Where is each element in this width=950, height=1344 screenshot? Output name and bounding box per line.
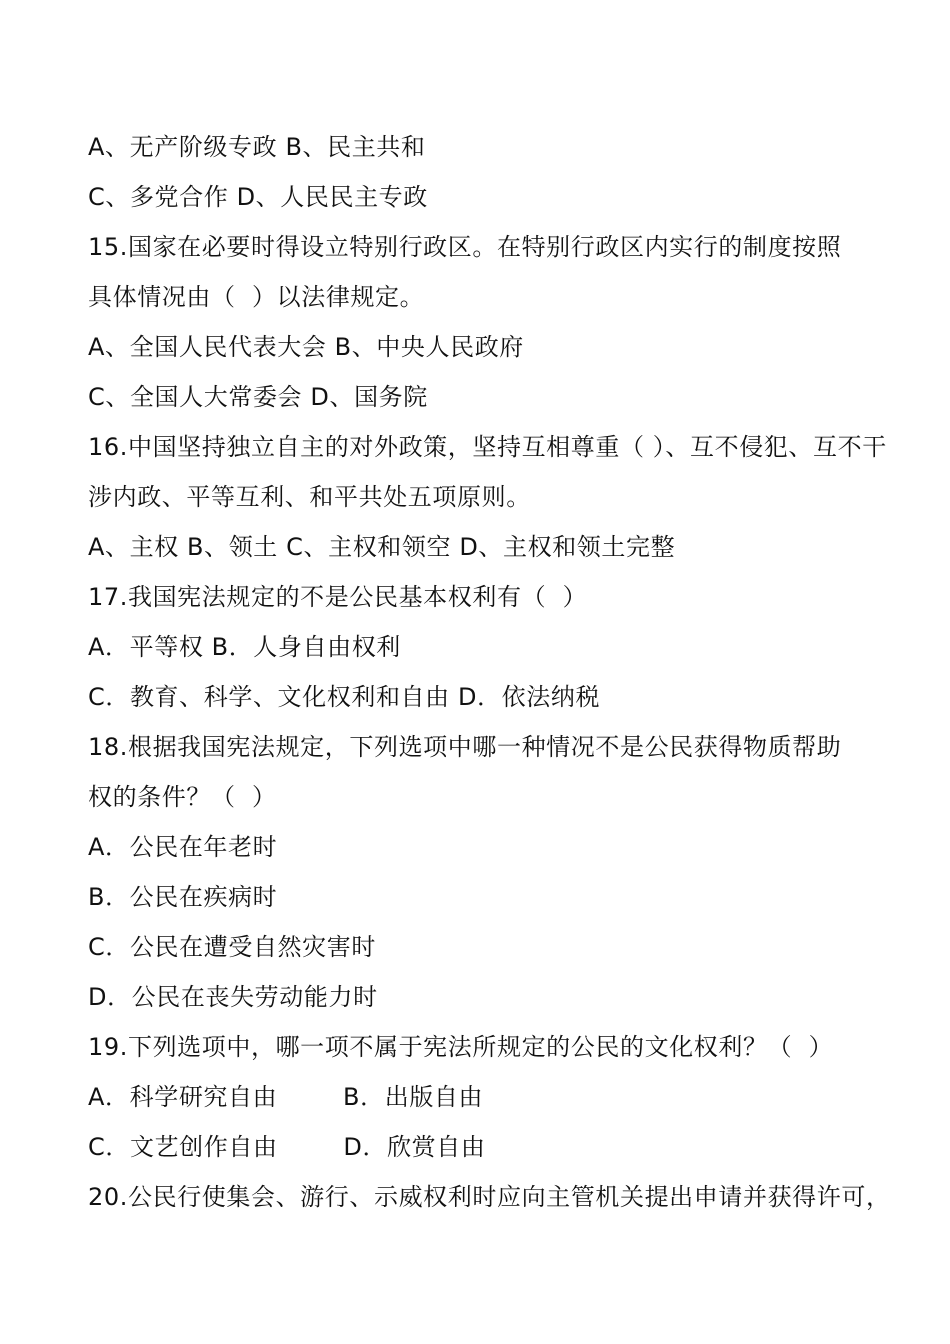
question-16-line-2: 涉内政、平等互利、和平共处五项原则。 — [88, 483, 531, 511]
option-18-d: D．公民在丧失劳动能力时 — [88, 983, 378, 1011]
question-18-line-1: 18.根据我国宪法规定，下列选项中哪一种情况不是公民获得物质帮助 — [88, 733, 842, 761]
option-18-a: A．公民在年老时 — [88, 833, 278, 861]
question-17: 17.我国宪法规定的不是公民基本权利有（ ） — [88, 583, 588, 611]
option-line-15-ab: A、全国人民代表大会 B、中央人民政府 — [88, 333, 524, 361]
option-line-16: A、主权 B、领土 C、主权和领空 D、主权和领土完整 — [88, 533, 676, 561]
option-18-c: C．公民在遭受自然灾害时 — [88, 933, 376, 961]
option-line-14-cd: C、多党合作 D、人民民主专政 — [88, 183, 428, 211]
question-20-line-1: 20.公民行使集会、游行、示威权利时应向主管机关提出申请并获得许可， — [88, 1183, 891, 1211]
option-line-17-ab: A．平等权 B．人身自由权利 — [88, 633, 401, 661]
question-16-line-1: 16.中国坚持独立自主的对外政策，坚持互相尊重（ ）、互不侵犯、互不干 — [88, 433, 887, 461]
option-18-b: B．公民在疾病时 — [88, 883, 278, 911]
option-line-19-ab: A．科学研究自由 B．出版自由 — [88, 1083, 484, 1111]
question-15-line-1: 15.国家在必要时得设立特别行政区。在特别行政区内实行的制度按照 — [88, 233, 842, 261]
question-15-line-2: 具体情况由（ ）以法律规定。 — [88, 283, 425, 311]
option-line-15-cd: C、全国人大常委会 D、国务院 — [88, 383, 428, 411]
question-18-line-2: 权的条件？（ ） — [88, 783, 277, 811]
option-line-17-cd: C．教育、科学、文化权利和自由 D．依法纳税 — [88, 683, 601, 711]
question-19: 19.下列选项中，哪一项不属于宪法所规定的公民的文化权利？（ ） — [88, 1033, 834, 1061]
option-line-14-ab: A、无产阶级专政 B、民主共和 — [88, 133, 426, 161]
option-line-19-cd: C．文艺创作自由 D．欣赏自由 — [88, 1133, 486, 1161]
